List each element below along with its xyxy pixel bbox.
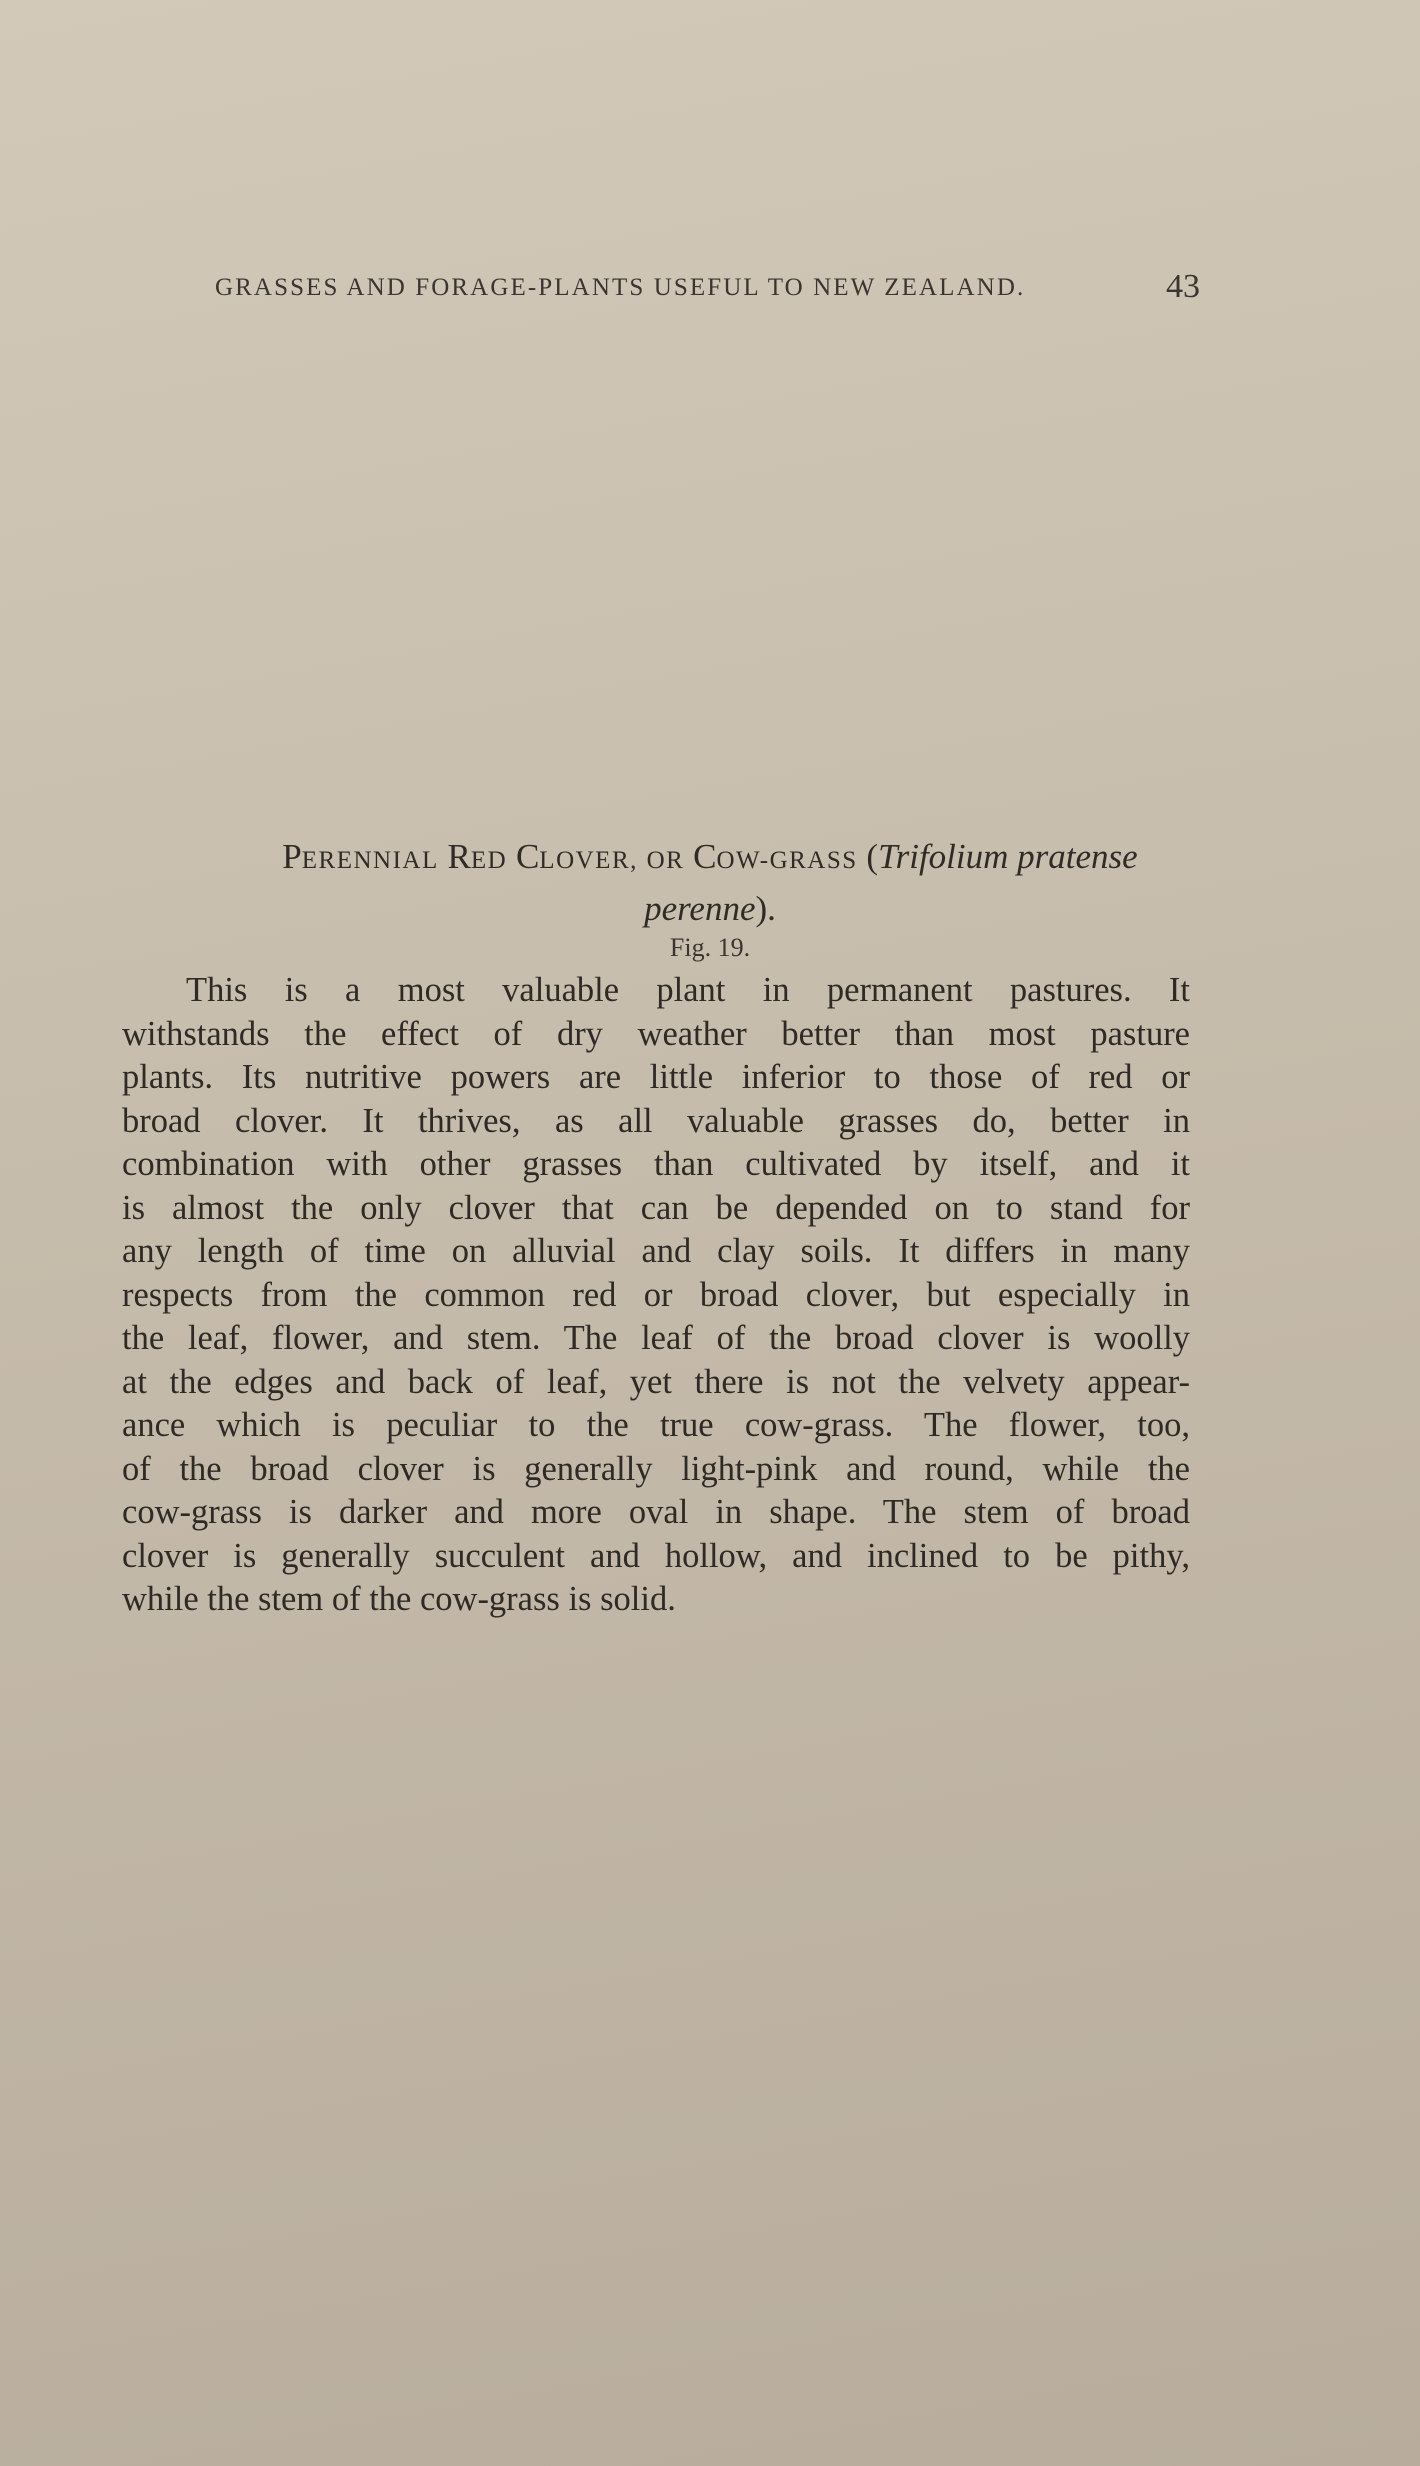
heading-line-2	[120, 885, 1300, 933]
text-line: respects from the common red or broad clover, but especially in	[122, 1275, 1190, 1314]
heading-word: ED	[470, 847, 508, 874]
text-line: at the edges and back of leaf, yet there is not the velvety appear-	[122, 1362, 1190, 1401]
heading-initial: P	[282, 837, 302, 876]
figure-label: Fig. 19.	[669, 933, 751, 962]
text-line: is almost the only clover that can be depended on to stand for	[122, 1188, 1190, 1227]
running-head	[215, 268, 1200, 308]
section-heading	[120, 833, 1300, 933]
text-line: withstands the effect of dry weather better than most pasture	[122, 1014, 1190, 1053]
text-line: while the stem of the cow-grass is solid.	[122, 1580, 676, 1618]
heading-open-paren: (	[866, 837, 879, 876]
heading-word: LOVER,	[539, 847, 638, 874]
text-line: cow-grass is darker and more oval in shape. The stem of broad	[122, 1493, 1190, 1531]
latin-variety: perenne	[644, 889, 756, 928]
heading-word: OR	[646, 847, 685, 874]
heading-close-paren: ).	[755, 889, 776, 928]
heading-initial: C	[693, 837, 717, 876]
heading-word: ERENNIAL	[301, 847, 439, 874]
text-line: any length of time on alluvial and clay soils. It differs in many	[122, 1232, 1190, 1270]
heading-word: OW-GRASS	[716, 847, 858, 874]
heading-initial: R	[447, 837, 471, 876]
text-line: broad clover. It thrives, as all valuable grasses do, better in	[122, 1101, 1190, 1140]
heading-initial: C	[515, 837, 540, 876]
text-line: combination with other grasses than cultivated by itself, and it	[122, 1145, 1190, 1183]
text-line: plants. Its nutritive powers are little inferior to those of red or	[122, 1058, 1190, 1096]
text-line: This is a most valuable plant in permanent pastures. It	[186, 971, 1190, 1009]
text-line: clover is generally succulent and hollow, and inclined to be pithy,	[122, 1536, 1190, 1575]
page-number: 43	[1166, 268, 1200, 305]
latin-name: Trifolium pratense	[878, 837, 1138, 876]
text-line: of the broad clover is generally light-pink and round, while the	[122, 1449, 1190, 1488]
text-line: ance which is peculiar to the true cow-grass. The flower, too,	[122, 1406, 1190, 1444]
text-line: the leaf, flower, and stem. The leaf of the broad clover is woolly	[122, 1319, 1190, 1357]
body-paragraph	[122, 969, 1190, 1622]
running-title: GRASSES AND FORAGE-PLANTS USEFUL TO NEW ZEALAND.	[215, 274, 1026, 301]
